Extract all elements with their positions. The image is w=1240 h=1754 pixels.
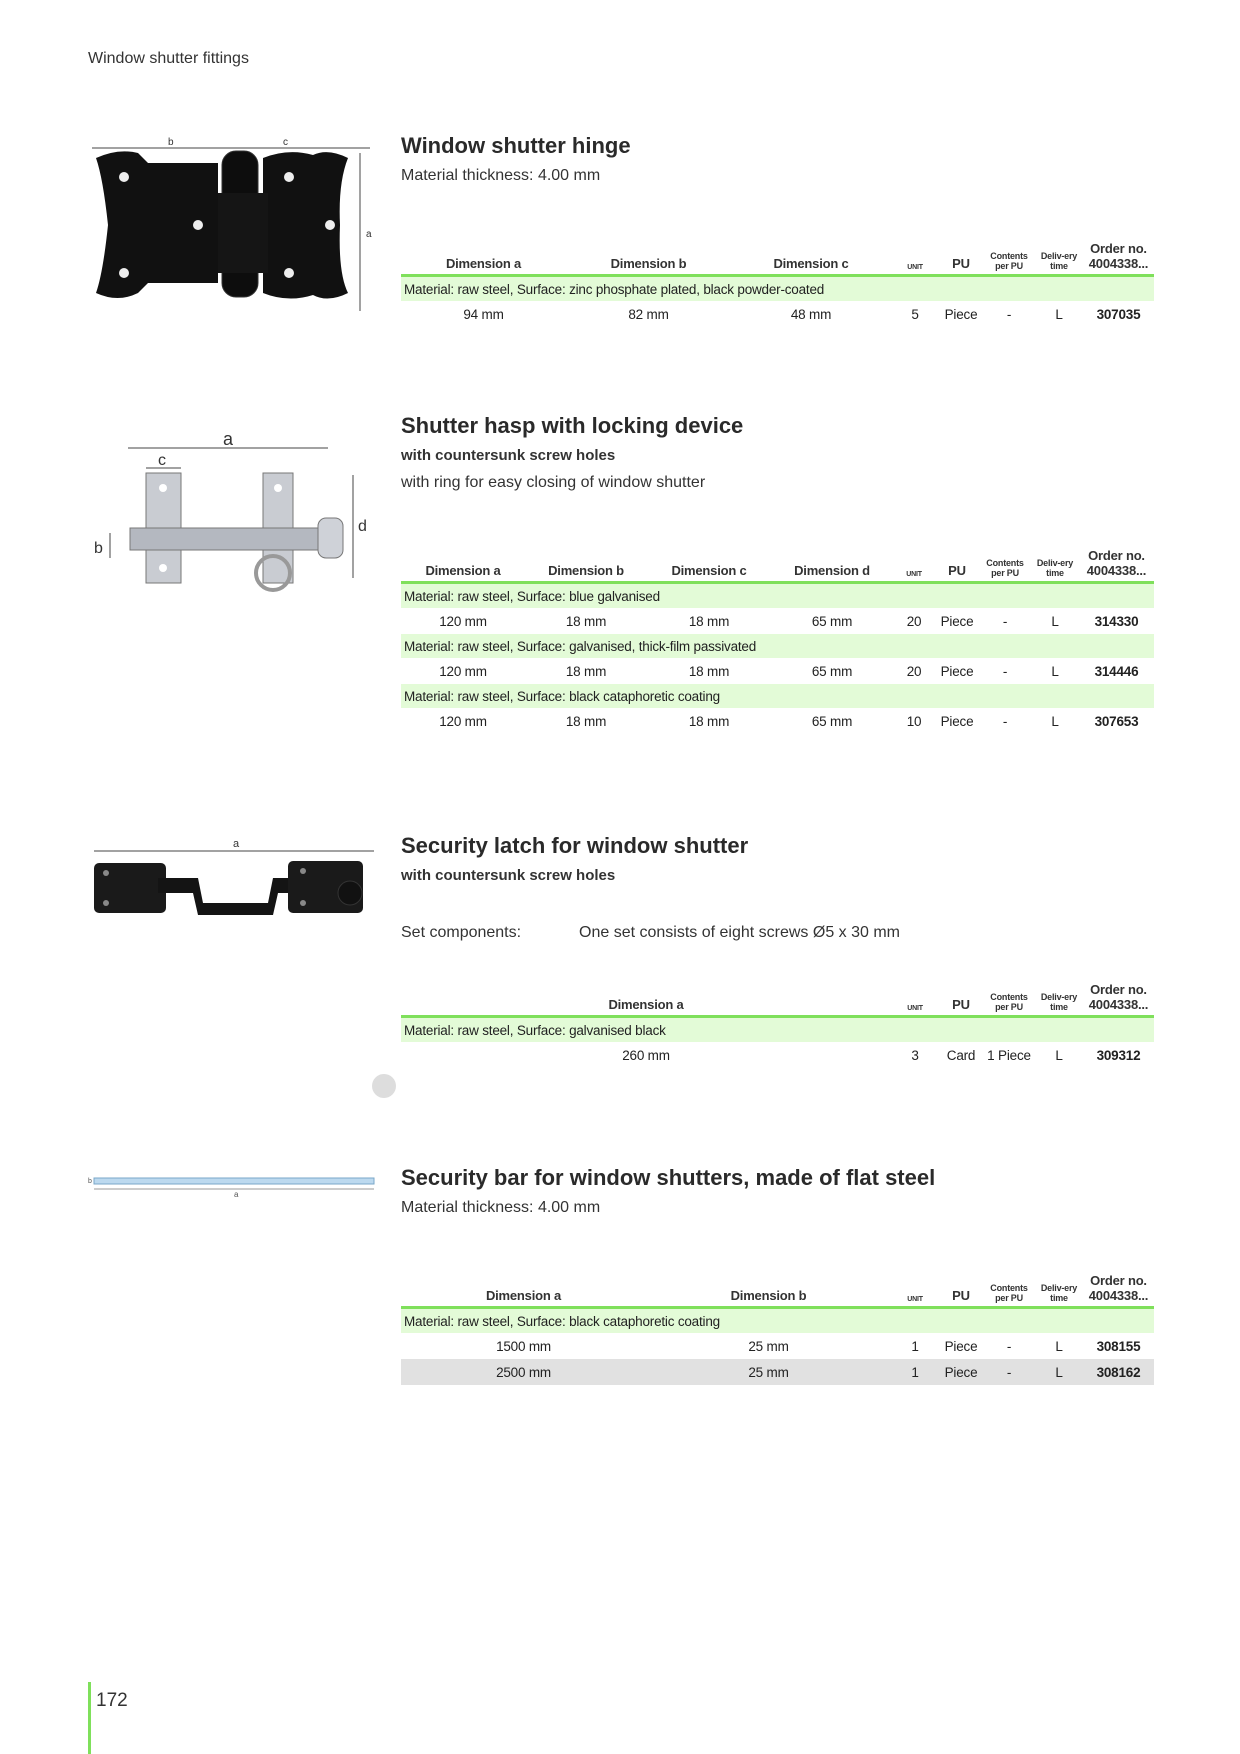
cell: 1500 mm xyxy=(496,1338,551,1354)
table-row xyxy=(401,1359,1154,1385)
cell: 82 mm xyxy=(628,306,669,322)
table-row xyxy=(401,658,1154,684)
section-header: Window shutter fittings xyxy=(88,50,249,67)
spec-table xyxy=(401,1273,1154,1385)
material-text: Material: raw steel, Surface: blue galvanised xyxy=(401,583,1154,609)
cell: 120 mm xyxy=(439,663,487,679)
cell: 260 mm xyxy=(622,1047,670,1063)
cell: 48 mm xyxy=(790,306,832,322)
cell: 120 mm xyxy=(439,613,487,629)
cell: Piece xyxy=(940,663,974,679)
col-header: Dimension c xyxy=(671,563,747,578)
col-header-order: Order no. 4004338... xyxy=(1088,1273,1149,1303)
page-number: 172 xyxy=(96,1690,128,1711)
col-header-pu: PU xyxy=(952,1288,970,1303)
material-row xyxy=(401,634,1154,658)
latch-dim-a-label: a xyxy=(233,838,240,850)
screw-icon xyxy=(372,1074,396,1098)
col-header-delivery: Deliv-ery time xyxy=(1040,992,1078,1012)
cell: L xyxy=(1055,1338,1063,1354)
product-title: Window shutter hinge xyxy=(401,133,631,158)
spec-table xyxy=(401,548,1154,734)
col-header-pu: PU xyxy=(948,563,966,578)
cell: - xyxy=(1006,306,1012,322)
cell: Piece xyxy=(939,1359,983,1385)
cell: 18 mm xyxy=(688,613,730,629)
cell: 20 xyxy=(906,613,922,629)
material-text: Material: raw steel, Surface: galvanised black xyxy=(401,1017,1154,1043)
order-number: 308162 xyxy=(1083,1359,1154,1385)
col-header: Dimension d xyxy=(794,563,870,578)
order-number: 314330 xyxy=(1094,613,1139,629)
col-header-unit: UNIT xyxy=(907,1296,923,1303)
material-row xyxy=(401,276,1154,302)
material-text: Material: raw steel, Surface: galvanised, thick-film passivated xyxy=(401,634,1154,658)
col-header-unit: UNIT xyxy=(906,571,922,578)
product-subtitle-bold: with countersunk screw holes xyxy=(401,447,616,464)
col-header-contents: Contents per PU xyxy=(990,251,1028,271)
product-subtitle: with ring for easy closing of window shutter xyxy=(401,474,706,491)
material-row xyxy=(401,684,1154,708)
cell: L xyxy=(1051,663,1059,679)
cell: 18 mm xyxy=(688,713,730,729)
cell: 65 mm xyxy=(811,663,853,679)
set-components-label: Set components: xyxy=(401,924,522,941)
col-header: Dimension b xyxy=(730,1288,807,1303)
material-row xyxy=(401,1017,1154,1043)
col-header-order: Order no. 4004338... xyxy=(1086,548,1147,578)
col-header-pu: PU xyxy=(952,997,970,1012)
hinge-image xyxy=(88,133,378,323)
cell: L xyxy=(1055,306,1063,322)
col-header: Dimension a xyxy=(485,1288,562,1303)
cell: 94 mm xyxy=(463,306,504,322)
col-header-delivery: Deliv-ery time xyxy=(1040,251,1078,271)
cell: 25 mm xyxy=(748,1338,789,1354)
table-header-row xyxy=(401,548,1154,583)
col-header-order: Order no. 4004338... xyxy=(1088,241,1149,271)
table-row xyxy=(401,1042,1154,1068)
cell: - xyxy=(983,1359,1035,1385)
cell: 25 mm xyxy=(646,1359,891,1385)
order-number: 307653 xyxy=(1094,713,1139,729)
bar-image xyxy=(88,1173,378,1208)
col-header: Dimension a xyxy=(608,997,684,1012)
set-components xyxy=(401,924,1154,942)
cell: 1 xyxy=(891,1359,939,1385)
product-subtitle: Material thickness: 4.00 mm xyxy=(401,167,601,184)
hasp-dim-c-label: c xyxy=(158,452,166,469)
cell: Card xyxy=(946,1047,976,1063)
col-header-delivery: Deliv-ery time xyxy=(1036,558,1074,578)
product-subtitle: Material thickness: 4.00 mm xyxy=(401,1199,601,1216)
hinge-dim-a-label: a xyxy=(366,229,372,240)
table-header-row xyxy=(401,982,1154,1017)
latch-image xyxy=(88,833,378,928)
product-title: Security latch for window shutter xyxy=(401,833,749,858)
hasp-dim-b-label: b xyxy=(94,540,103,557)
col-header: Dimension b xyxy=(548,563,624,578)
cell: 20 xyxy=(906,663,922,679)
product-title: Security bar for window shutters, made of flat steel xyxy=(401,1165,936,1190)
cell: 10 xyxy=(906,713,922,729)
cell: L xyxy=(1035,1359,1083,1385)
bar-dim-a-label: a xyxy=(234,1190,239,1199)
order-number: 308155 xyxy=(1096,1338,1141,1354)
set-components-value: One set consists of eight screws Ø5 x 30 mm xyxy=(579,924,901,941)
spec-table xyxy=(401,982,1154,1068)
bar-dim-b-label: b xyxy=(88,1178,92,1185)
table-header-row xyxy=(401,1273,1154,1308)
cell: 1 Piece xyxy=(987,1047,1031,1063)
material-text: Material: raw steel, Surface: zinc phosphate plated, black powder-coated xyxy=(401,276,1154,302)
cell: - xyxy=(1002,663,1008,679)
table-row xyxy=(401,708,1154,734)
cell: 18 mm xyxy=(565,713,607,729)
table-row xyxy=(401,1333,1154,1359)
page-accent-bar xyxy=(88,1682,91,1754)
col-header-contents: Contents per PU xyxy=(986,558,1024,578)
col-header: Dimension a xyxy=(445,256,522,271)
cell: 18 mm xyxy=(565,613,607,629)
cell: Piece xyxy=(940,613,974,629)
cell: Piece xyxy=(944,306,978,322)
cell: - xyxy=(1002,713,1008,729)
cell: L xyxy=(1051,613,1059,629)
cell: 2500 mm xyxy=(401,1359,646,1385)
cell: L xyxy=(1051,713,1059,729)
table-row xyxy=(401,608,1154,634)
cell: - xyxy=(1002,613,1008,629)
cell: L xyxy=(1055,1047,1063,1063)
col-header: Dimension b xyxy=(610,256,687,271)
product-subtitle-bold: with countersunk screw holes xyxy=(401,867,616,884)
order-number: 314446 xyxy=(1094,663,1139,679)
table-row xyxy=(401,301,1154,327)
cell: 18 mm xyxy=(565,663,607,679)
hinge-dim-b-label: b xyxy=(168,137,174,148)
cell: 5 xyxy=(911,306,919,322)
hasp-dim-a-label: a xyxy=(223,429,234,449)
hasp-image xyxy=(88,423,378,628)
order-number: 309312 xyxy=(1096,1047,1141,1063)
cell: 65 mm xyxy=(811,613,853,629)
cell: - xyxy=(1006,1338,1012,1354)
hinge-dim-c-label: c xyxy=(283,137,288,148)
col-header: Dimension a xyxy=(425,563,501,578)
col-header-unit: UNIT xyxy=(907,1005,923,1012)
col-header-order: Order no. 4004338... xyxy=(1088,982,1149,1012)
spec-table xyxy=(401,241,1154,327)
col-header-unit: UNIT xyxy=(907,264,923,271)
hasp-dim-d-label: d xyxy=(358,518,367,535)
cell: 1 xyxy=(911,1338,919,1354)
cell: 65 mm xyxy=(811,713,853,729)
material-text: Material: raw steel, Surface: black cataphoretic coating xyxy=(401,684,1154,708)
material-row xyxy=(401,1308,1154,1334)
table-header-row xyxy=(401,241,1154,276)
col-header: Dimension c xyxy=(773,256,849,271)
order-number: 307035 xyxy=(1096,306,1141,322)
cell: 3 xyxy=(911,1047,919,1063)
material-text: Material: raw steel, Surface: black cataphoretic coating xyxy=(401,1308,1154,1334)
cell: 18 mm xyxy=(688,663,730,679)
col-header-pu: PU xyxy=(952,256,970,271)
product-title: Shutter hasp with locking device xyxy=(401,413,744,438)
col-header-contents: Contents per PU xyxy=(990,992,1028,1012)
cell: 120 mm xyxy=(439,713,487,729)
col-header-delivery: Deliv-ery time xyxy=(1040,1283,1078,1303)
col-header-contents: Contents per PU xyxy=(990,1283,1028,1303)
cell: Piece xyxy=(940,713,974,729)
material-row xyxy=(401,583,1154,609)
cell: Piece xyxy=(944,1338,978,1354)
